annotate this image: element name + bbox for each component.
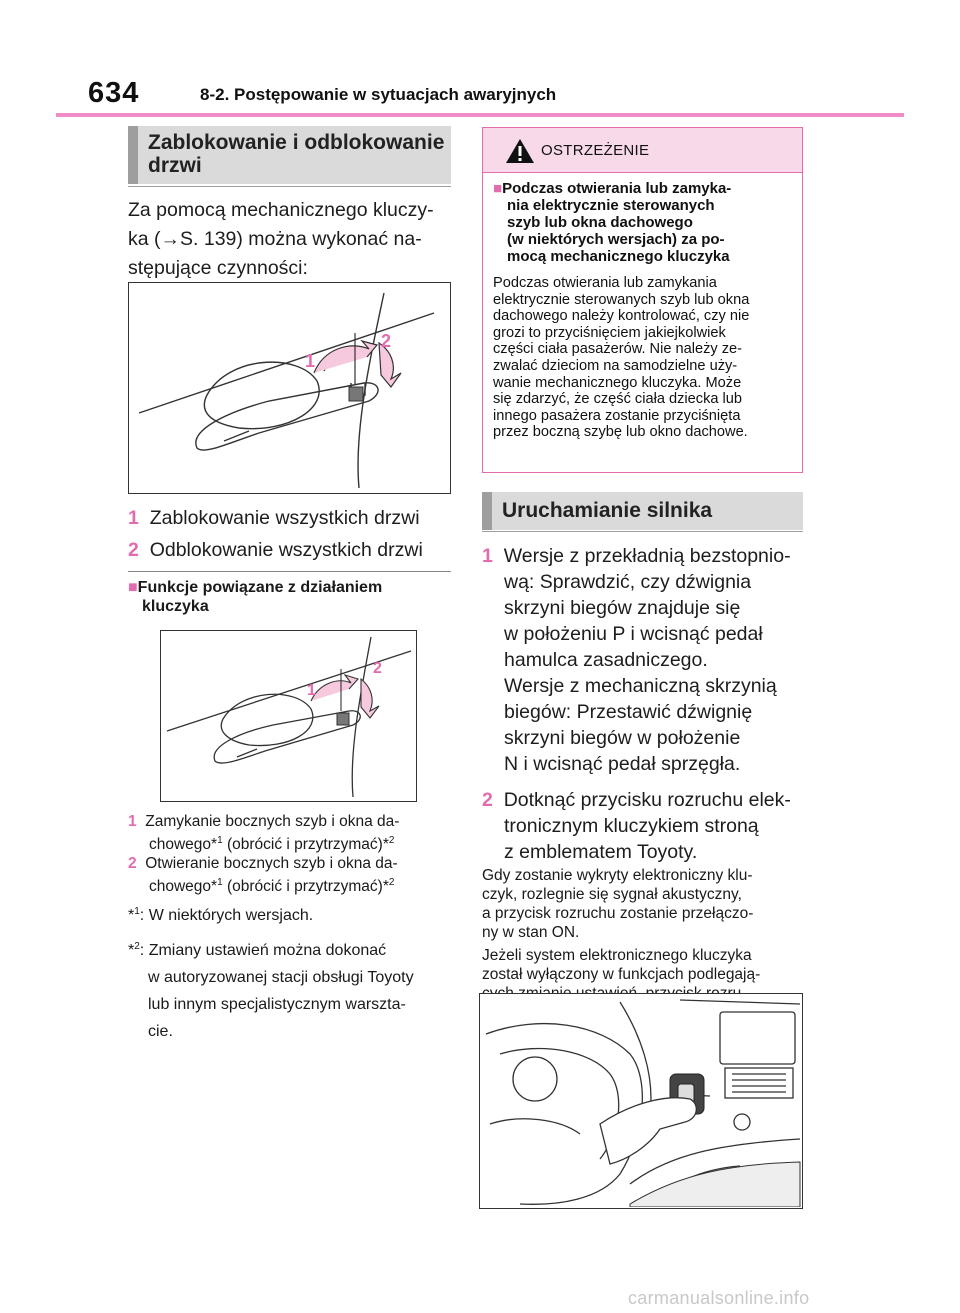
warning-box — [482, 127, 803, 473]
section-underline — [128, 186, 451, 187]
header-divider — [56, 113, 904, 117]
intro-paragraph — [128, 196, 458, 283]
warning-body-line: innego pasażera zostanie przyciśnięta — [493, 407, 741, 424]
step-2 — [482, 787, 812, 865]
footnote-mark: * — [128, 942, 135, 959]
item-line2: chowego* — [149, 878, 218, 895]
step-line: biegów: Przestawić dźwignię — [504, 701, 753, 723]
step-line: skrzyni biegów w położenie — [504, 727, 741, 749]
note-line: a przycisk rozruchu zostanie przełączo- — [482, 905, 754, 922]
warning-heading — [493, 180, 793, 265]
warning-body-line: części ciała pasażerów. Nie należy ze- — [493, 341, 743, 358]
section-heading-locking — [128, 126, 451, 184]
door-handle-figure-2 — [160, 630, 417, 802]
footnote-text: : Zmiany ustawień można dokonać — [139, 942, 387, 959]
footnote-ref: 1 — [217, 877, 223, 888]
watermark-text: carmanualsonline.info — [628, 1288, 810, 1308]
door-handle-figure-1 — [128, 282, 451, 494]
step-line: z emblematem Toyoty. — [504, 841, 698, 863]
footnote-ref: 2 — [388, 877, 395, 888]
intro-line: ka (→S. 139) można wykonać na- — [128, 228, 422, 250]
close-windows-arrow-icon — [311, 675, 358, 701]
step-line: N i wcisnąć pedał sprzęgła. — [504, 753, 741, 775]
warning-header — [483, 128, 802, 173]
warning-heading-line: (w niektórych wersjach) za po- — [507, 231, 725, 248]
subheading-line1: Funkcje powiązane z działaniem — [137, 579, 383, 596]
figure-label-2: 2 — [381, 331, 392, 351]
list-item — [128, 854, 458, 896]
subsection-heading — [128, 578, 458, 616]
footnote-ref: 2 — [388, 835, 395, 846]
item-text: Odblokowanie wszystkich drzwi — [149, 539, 423, 561]
warning-title: OSTRZEŻENIE — [541, 142, 650, 159]
step-line: hamulca zasadniczego. — [504, 649, 708, 671]
step-line: Wersje z mechaniczną skrzynią — [504, 675, 777, 697]
note-line: czyk, rozlegnie się sygnał akustyczny, — [482, 886, 742, 903]
chapter-title: 8-2. Postępowanie w sytuacjach awaryjnych — [200, 85, 557, 104]
intro-line: Za pomocą mechanicznego kluczy- — [128, 199, 434, 221]
subsection-divider — [128, 571, 451, 572]
section-heading-line2: drzwi — [148, 154, 202, 177]
key-cylinder-icon — [337, 713, 349, 725]
warning-body-line: dachowego należy kontrolować, czy nie — [493, 308, 750, 325]
window-options-list — [128, 812, 458, 896]
footnote-number: 2 — [134, 941, 140, 952]
step-line: Dotknąć przycisku rozruchu elek- — [503, 789, 791, 811]
footnote-1 — [128, 898, 458, 929]
section-heading-text: Uruchamianie silnika — [502, 499, 713, 522]
warning-body — [493, 275, 798, 441]
warning-body-line: Podczas otwierania lub zamykania — [493, 275, 717, 291]
step-number: 2 — [482, 789, 493, 811]
item-line2: chowego* — [149, 836, 218, 853]
item-number: 2 — [128, 855, 137, 872]
warning-body-line: elektrycznie sterowanych szyb lub okna — [493, 291, 750, 308]
item-text: Zablokowanie wszystkich drzwi — [149, 507, 420, 529]
bullet-square-icon: ■ — [128, 579, 138, 596]
footnote-ref: 1 — [217, 835, 223, 846]
subheading-line2: kluczyka — [142, 598, 209, 615]
step-1 — [482, 543, 812, 777]
item-line1: Zamykanie bocznych szyb i okna da- — [145, 813, 400, 830]
step-line: skrzyni biegów znajduje się — [504, 597, 741, 619]
note-line: Jeżeli system elektronicznego kluczyka — [482, 947, 752, 964]
step-line: w położeniu P i wcisnąć pedał — [504, 623, 763, 645]
page-number: 634 — [88, 77, 140, 109]
step-number: 1 — [482, 545, 493, 567]
list-item — [128, 534, 458, 566]
hand-icon — [600, 1098, 696, 1164]
cockpit-illustration — [480, 994, 801, 1207]
note-key-detected — [482, 866, 812, 942]
warning-heading-line: mocą mechanicznego kluczyka — [507, 248, 730, 265]
warning-body-line: przez boczną szybę lub okno dachowe. — [493, 424, 748, 441]
item-number: 1 — [128, 507, 139, 529]
figure-label-2: 2 — [373, 660, 382, 677]
door-handle-illustration — [161, 631, 415, 800]
footnote-text: : W niektórych wersjach. — [139, 907, 314, 924]
warning-heading-line: szyb lub okna dachowego — [507, 214, 693, 231]
list-item — [128, 812, 458, 854]
warning-heading-line: nia elektrycznie sterowanych — [507, 197, 715, 214]
open-windows-arrow-icon — [361, 679, 379, 718]
item-number: 2 — [128, 539, 139, 561]
warning-body-line: grozi to przyciśnięciem jakiejkolwiek — [493, 324, 726, 341]
note-line: został wyłączony w funkcjach podlegają- — [482, 966, 761, 983]
warning-heading-line: Podczas otwierania lub zamyka- — [502, 180, 732, 197]
footnote-text: cie. — [148, 1023, 173, 1040]
warning-body-line: się zdarzyć, że część ciała dziecka lub — [493, 391, 743, 408]
section-heading-line1: Zablokowanie i odblokowanie — [148, 131, 445, 154]
footnote-mark: * — [128, 907, 135, 924]
note-line: ny w stan ON. — [482, 924, 580, 941]
item-line2: (obrócić i przytrzymać)* — [222, 878, 389, 895]
footnote-text: lub innym specjalistycznym warszta- — [148, 996, 406, 1013]
item-number: 1 — [128, 813, 137, 830]
warning-triangle-icon — [505, 138, 535, 164]
lock-options-list — [128, 502, 458, 566]
warning-body-line: wanie mechanicznego kluczyka. Może — [493, 374, 742, 391]
key-cylinder-icon — [349, 387, 363, 401]
note-line: Gdy zostanie wykryty elektroniczny klu- — [482, 867, 753, 884]
list-item — [128, 502, 458, 534]
step-line: wą: Sprawdzić, czy dźwignia — [504, 571, 752, 593]
section-heading-engine-start — [482, 492, 803, 530]
figure-label-1: 1 — [307, 682, 316, 699]
section-underline — [482, 531, 803, 532]
item-line1: Otwieranie bocznych szyb i okna da- — [145, 855, 398, 872]
footnote-text: w autoryzowanej stacji obsługi Toyoty — [148, 969, 414, 986]
lock-arrow-icon — [314, 341, 377, 373]
footnote-2 — [128, 933, 458, 1045]
warning-body-line: zwalać dzieciom na samodzielne uży- — [493, 357, 738, 374]
footnotes — [128, 898, 458, 1045]
item-line2: (obrócić i przytrzymać)* — [222, 836, 389, 853]
step-line: Wersje z przekładnią bezstopnio- — [503, 545, 791, 567]
door-handle-illustration — [129, 283, 449, 492]
intro-line: stępujące czynności: — [128, 257, 308, 279]
step-line: tronicznym kluczykiem stroną — [504, 815, 759, 837]
cockpit-start-button-figure — [479, 993, 803, 1209]
bullet-square-icon: ■ — [493, 180, 503, 197]
figure-label-1: 1 — [305, 351, 316, 371]
footnote-number: 1 — [134, 906, 140, 917]
